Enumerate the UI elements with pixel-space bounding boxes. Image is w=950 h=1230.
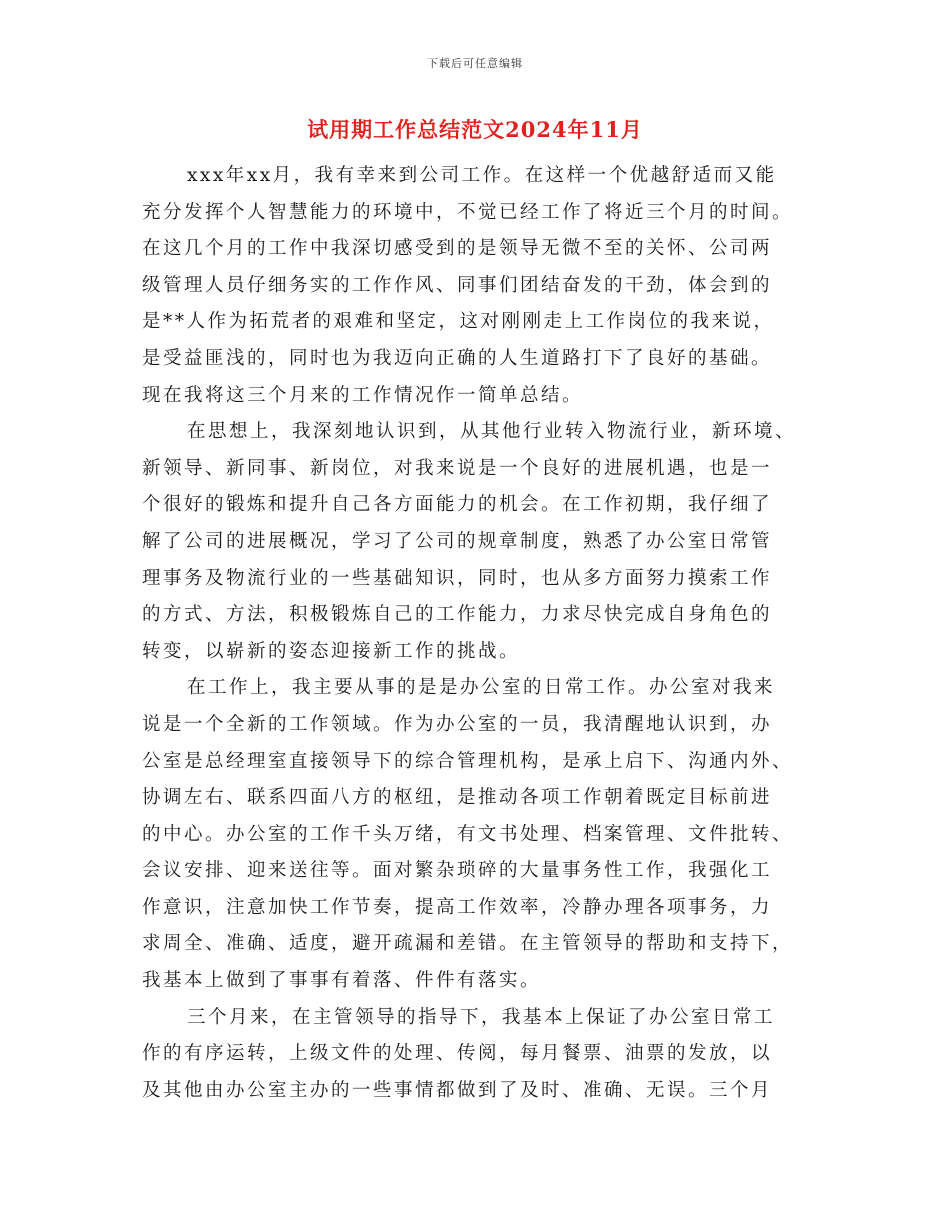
header-note: 下载后可任意编辑 <box>427 57 523 70</box>
text-line: 充分发挥个人智慧能力的环境中，不觉已经工作了将近三个月的时间。 <box>142 201 794 223</box>
text-line: 新领导、新同事、新岗位，对我来说是一个良好的进展机遇，也是一 <box>142 457 773 479</box>
text-line: 求周全、准确、适度，避开疏漏和差错。在主管领导的帮助和支持下， <box>142 933 794 955</box>
text-line: 个很好的锻炼和提升自己各方面能力的机会。在工作初期，我仔细了 <box>142 494 773 516</box>
paragraph <box>142 670 802 999</box>
text-line: 作的有序运转，上级文件的处理、传阅，每月餐票、油票的发放，以 <box>142 1043 773 1065</box>
text-line: 的方式、方法，积极锻炼自己的工作能力，力求尽快完成自身角色的 <box>142 604 773 626</box>
paragraph <box>142 158 802 414</box>
text-line: 是受益匪浅的，同时也为我迈向正确的人生道路打下了良好的基础。 <box>142 347 773 369</box>
text-line: 会议安排、迎来送往等。面对繁杂琐碎的大量事务性工作，我强化工 <box>142 860 773 882</box>
text-line: 说是一个全新的工作领域。作为办公室的一员，我清醒地认识到，办 <box>142 713 773 735</box>
paragraph <box>142 1000 802 1110</box>
text-line: 是**人作为拓荒者的艰难和坚定，这对刚刚走上工作岗位的我来说， <box>142 311 775 333</box>
text-line: xxx年xx月，我有幸来到公司工作。在这样一个优越舒适而又能 <box>187 165 777 186</box>
text-line: 转变，以崭新的姿态迎接新工作的挑战。 <box>142 640 521 662</box>
text-line: 在这几个月的工作中我深切感受到的是领导无微不至的关怀、公司两 <box>142 238 773 260</box>
text-line: 解了公司的进展概况，学习了公司的规章制度，熟悉了办公室日常管 <box>142 530 773 552</box>
text-line: 协调左右、联系四面八方的枢纽，是推动各项工作朝着既定目标前进 <box>142 787 773 809</box>
document-body <box>142 158 802 1109</box>
text-line: 在工作上，我主要从事的是是办公室的日常工作。办公室对我来 <box>187 677 776 699</box>
document-title: 试用期工作总结范文2024年11月 <box>307 117 643 142</box>
text-line: 理事务及物流行业的一些基础知识，同时，也从多方面努力摸索工作 <box>142 567 773 589</box>
paragraph <box>142 414 802 670</box>
text-line: 作意识，注意加快工作节奏，提高工作效率，冷静办理各项事务，力 <box>142 896 773 918</box>
text-line: 在思想上，我深刻地认识到，从其他行业转入物流行业，新环境、 <box>187 421 797 443</box>
text-line: 的中心。办公室的工作千头万绪，有文书处理、档案管理、文件批转、 <box>142 823 794 845</box>
text-line: 三个月来，在主管领导的指导下，我基本上保证了办公室日常工 <box>187 1006 776 1028</box>
text-line: 我基本上做到了事事有着落、件件有落实。 <box>142 970 542 992</box>
text-line: 及其他由办公室主办的一些事情都做到了及时、准确、无误。三个月 <box>142 1079 773 1101</box>
text-line: 公室是总经理室直接领导下的综合管理机构，是承上启下、沟通内外、 <box>142 750 794 772</box>
text-line: 现在我将这三个月来的工作情况作一简单总结。 <box>142 384 584 406</box>
text-line: 级管理人员仔细务实的工作作风、同事们团结奋发的干劲，体会到的 <box>142 274 773 296</box>
